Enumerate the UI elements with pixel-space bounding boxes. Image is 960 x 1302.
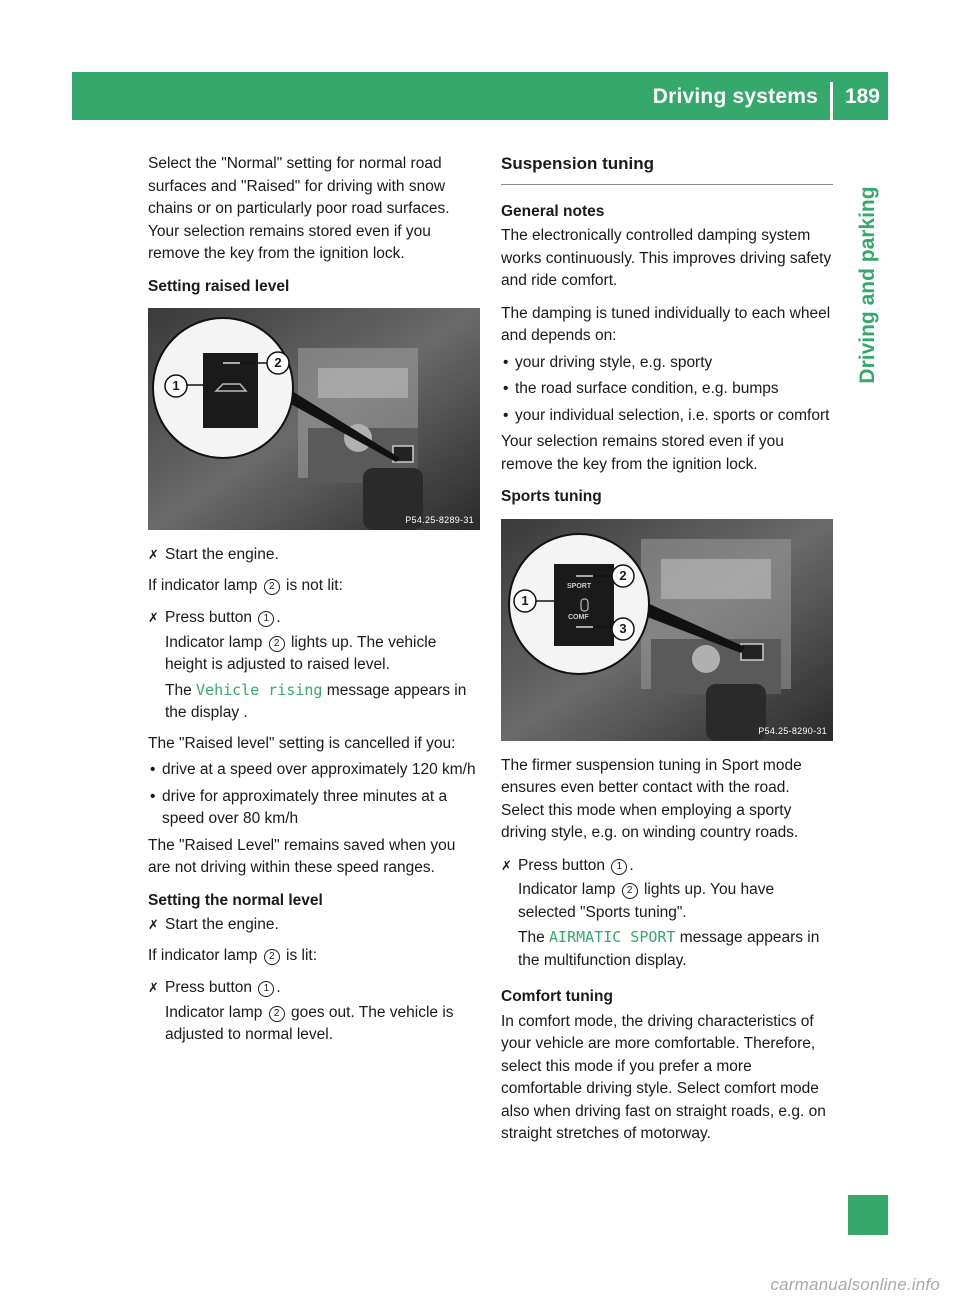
general-text: The electronically controlled damping system works continuously. This improves driving safety and ride comfort. — [501, 227, 832, 289]
callout-num: 2 — [622, 883, 638, 899]
display-message: Vehicle rising — [196, 680, 323, 699]
figure-callout-2: 2 — [619, 567, 627, 583]
figure-reference: P54.25-8289-31 — [405, 515, 474, 525]
figure-callout-3: 3 — [619, 620, 627, 636]
sports-text: The firmer suspension tuning in Sport mode ensures even better contact with the road. Select this mode when employing a sporty driving style, e.g. on winding country roads. — [501, 756, 802, 841]
side-tab-label: Driving and parking — [855, 186, 879, 384]
step-press-button: ✗ Press button 1 . Indicator lamp 2 goes out. The vehicle is adjusted to normal level. — [148, 979, 454, 1043]
list-item: • the road surface condition, e.g. bumps — [503, 380, 779, 397]
step-arrow-icon: ✗ — [148, 980, 159, 995]
console-photo — [148, 308, 480, 530]
figure-callout-1: 1 — [521, 592, 529, 608]
comfort-heading: Comfort tuning — [501, 988, 613, 1005]
comfort-text: In comfort mode, the driving characteristics of your vehicle are more comfortable. Therefore, select this mode if you prefer a more comfortable driving style. Select comfort mode also when driving fast on straight roads, e.g. on straight stretches of motorway. — [501, 1012, 826, 1142]
step-arrow-icon: ✗ — [501, 857, 512, 873]
list-item: • your driving style, e.g. sporty — [503, 353, 713, 371]
raised-heading: Setting raised level — [148, 277, 290, 295]
right-column — [501, 153, 833, 1156]
callout-num: 2 — [264, 949, 280, 965]
list-item: • drive for approximately three minutes at a speed over 80 km/h — [150, 787, 448, 827]
step-arrow-icon: ✗ — [148, 547, 159, 562]
callout-num: 2 — [269, 636, 285, 652]
header-divider — [830, 82, 833, 120]
sports-heading: Sports tuning — [501, 488, 602, 505]
figure-raised-level — [148, 308, 480, 530]
figure-button-label-comf: COMF — [568, 613, 589, 621]
list-item: • your individual selection, i.e. sports or comfort — [503, 406, 830, 424]
figure-callout-1: 1 — [172, 378, 180, 393]
general-heading: General notes — [501, 202, 605, 220]
side-tab — [848, 120, 888, 450]
page-number: 189 — [844, 85, 880, 108]
section-title: Suspension tuning — [501, 153, 833, 185]
step-arrow-icon: ✗ — [148, 610, 159, 625]
console-photo — [501, 519, 833, 741]
figure-button-label-sport: SPORT — [567, 582, 592, 590]
page-header — [72, 72, 888, 120]
step-start-engine — [148, 544, 480, 567]
callout-num: 1 — [258, 981, 274, 997]
figure-sports-tuning — [501, 519, 833, 741]
cancel-intro: The "Raised level" setting is cancelled if you: — [148, 734, 456, 752]
display-message: AIRMATIC SPORT — [549, 928, 676, 946]
side-tab-marker — [848, 1195, 888, 1235]
normal-heading: Setting the normal level — [148, 891, 323, 909]
list-item: • drive at a speed over approximately 120 km/h — [150, 761, 476, 778]
footer-watermark: carmanualsonline.info — [770, 1274, 940, 1294]
step-press-button: ✗ Press button 1 . Indicator lamp 2 lights up. The vehicle height is adjusted to raised level. The Vehicle rising message appears in the display . — [148, 609, 467, 721]
callout-num: 1 — [258, 611, 274, 627]
condition-not-lit: If indicator lamp 2 is not lit: — [148, 576, 343, 594]
condition-lit: If indicator lamp 2 is lit: — [148, 946, 318, 964]
callout-num: 2 — [264, 579, 280, 595]
figure-callout-2: 2 — [274, 355, 282, 370]
intro-text: Select the "Normal" setting for normal road surfaces and "Raised" for driving with snow chains or on particularly poor road surfaces. Your selection remains stored even if you remove the key from the ignition lock. — [148, 155, 450, 262]
raised-saved-text: The "Raised Level" remains saved when you are not driving within these speed ranges. — [148, 836, 456, 876]
step-text: Start the engine. — [165, 546, 279, 563]
left-column — [148, 153, 480, 1055]
step-start-engine: ✗ Start the engine. — [148, 914, 480, 937]
stored-text: Your selection remains stored even if you remove the key from the ignition lock. — [501, 433, 784, 473]
step-press-button: ✗ Press button 1 . Indicator lamp 2 lights up. You have selected "Sports tuning". The AIRMATIC SPORT message appears in the multifunction display. — [501, 856, 820, 969]
figure-reference: P54.25-8290-31 — [758, 725, 827, 736]
damping-text: The damping is tuned individually to each wheel and depends on: — [501, 304, 831, 344]
chapter-title: Driving systems — [652, 85, 818, 108]
callout-num: 2 — [269, 1006, 285, 1022]
callout-num: 1 — [611, 859, 627, 875]
step-arrow-icon: ✗ — [148, 917, 159, 932]
